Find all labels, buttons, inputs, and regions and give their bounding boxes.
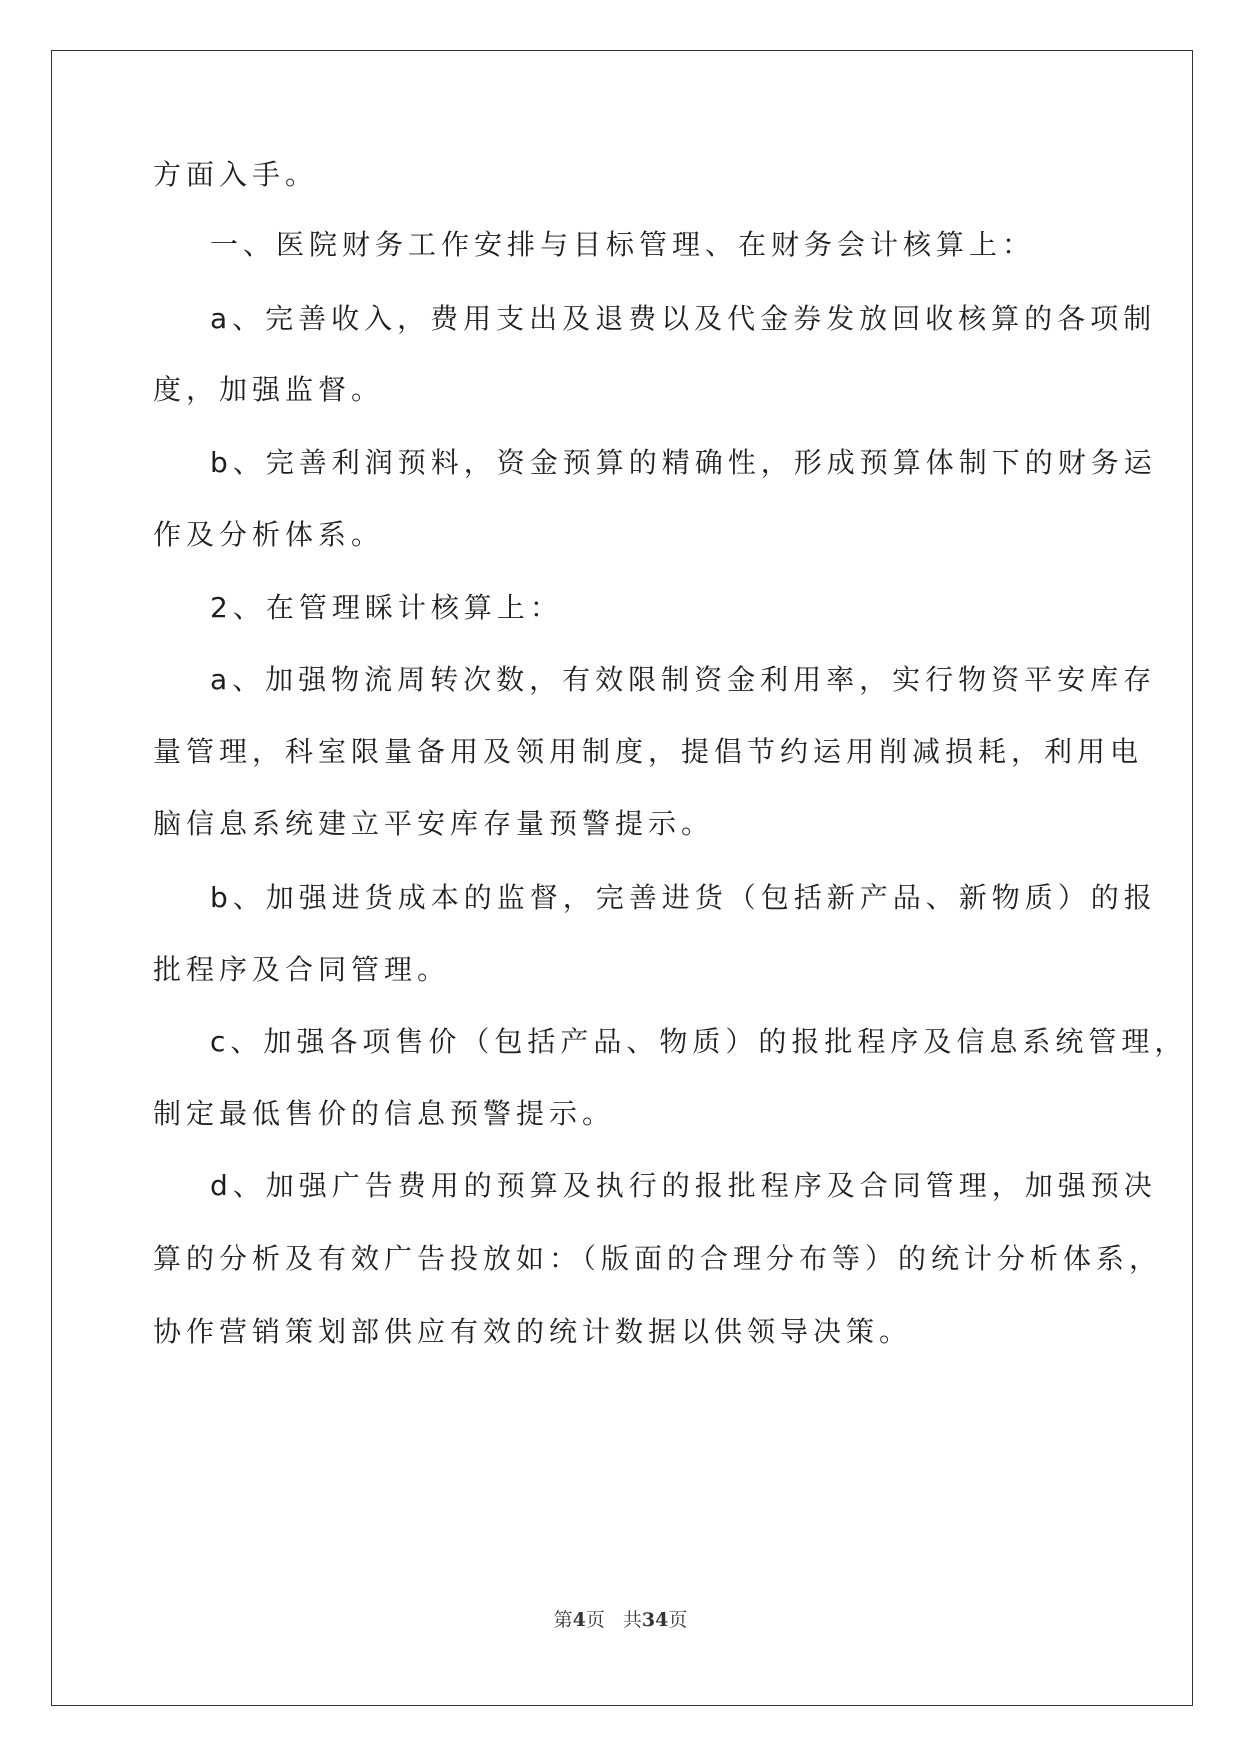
text-line: 作及分析体系。 xyxy=(153,518,385,551)
text-line: 度，加强监督。 xyxy=(153,373,385,406)
footer-page-suffix: 页 xyxy=(585,1609,605,1631)
text-line: b、完善利润预料，资金预算的精确性，形成预算体制下的财务运 xyxy=(210,446,1157,479)
text-line: 算的分析及有效广告投放如：（版面的合理分布等）的统计分析体系， xyxy=(153,1242,1163,1275)
text-line: 量管理，科室限量备用及领用制度，提倡节约运用削减损耗，利用电 xyxy=(153,735,1144,768)
text-line: b、加强进货成本的监督，完善进货（包括新产品、新物质）的报 xyxy=(210,881,1157,914)
text-line: 制定最低售价的信息预警提示。 xyxy=(153,1097,616,1130)
text-line: a、加强物流周转次数，有效限制资金利用率，实行物资平安库存 xyxy=(210,663,1157,696)
text-line: c、加强各项售价（包括产品、物质）的报批程序及信息系统管理， xyxy=(210,1025,1188,1058)
page-footer xyxy=(0,1605,1241,1632)
text-line: 批程序及合同管理。 xyxy=(153,953,451,986)
text-line: 协作营销策划部供应有效的统计数据以供领导决策。 xyxy=(153,1315,913,1348)
heading-financial-work: 一、医院财务工作安排与目标管理、在财务会计核算上： xyxy=(210,228,1036,261)
text-line: d、加强广告费用的预算及执行的报批程序及合同管理，加强预决 xyxy=(210,1169,1157,1202)
footer-prefix: 第 xyxy=(553,1609,573,1631)
current-page-number: 4 xyxy=(572,1609,586,1631)
text-line: a、完善收入，费用支出及退费以及代金券发放回收核算的各项制 xyxy=(210,302,1157,335)
footer-total-prefix: 共 xyxy=(622,1609,642,1631)
text-line: 方面入手。 xyxy=(153,158,319,191)
text-line: 脑信息系统建立平安库存量预警提示。 xyxy=(153,807,715,840)
total-page-count: 34 xyxy=(641,1609,669,1631)
footer-total-suffix: 页 xyxy=(668,1609,688,1631)
heading-management-accounting: 2、在管理睬计核算上： xyxy=(210,591,563,624)
